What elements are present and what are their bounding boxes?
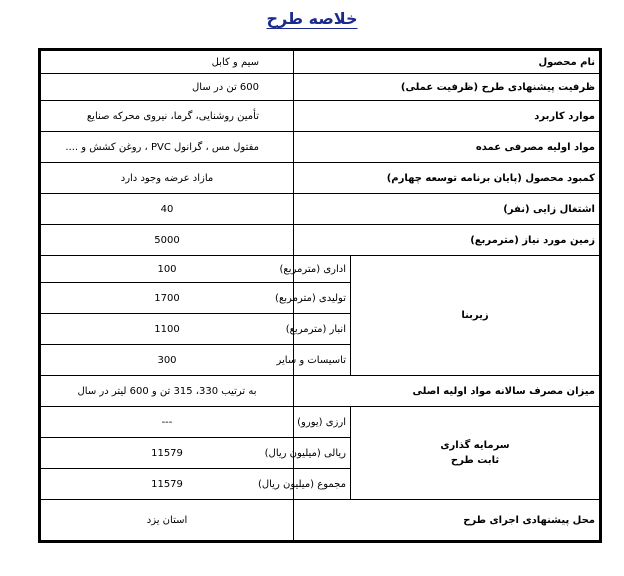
uses-value: تأمین روشنایی، گرما، نیروی محرکه صنایع [40,101,294,132]
employment-label: اشتغال زایی (نفر) [294,194,601,225]
capacity-label: ظرفیت پیشنهادی طرح (ظرفیت عملی) [294,74,601,101]
project-summary-table [38,48,602,543]
investment-currency-label: ارزی (یورو) [294,407,351,438]
table-row [40,500,601,542]
investment-label [351,407,601,500]
land-label: زمین مورد نیاز (مترمربع) [294,225,601,256]
shortage-value: مازاد عرضه وجود دارد [40,163,294,194]
table-row [40,407,601,438]
location-value: استان یزد [40,500,294,542]
infrastructure-facilities-value: 300 [40,345,294,376]
product-name-value: سیم و کابل [40,50,294,74]
infrastructure-office-label: اداری (مترمربع) [294,256,351,283]
investment-label-line1: سرمایه گذاری [440,440,510,451]
raw-materials-value: مفتول مس ، گرانول PVC ، روغن کشش و .... [40,132,294,163]
table-row [40,50,601,74]
investment-label-line2: ثابت طرح [450,455,500,466]
annual-consumption-label: میزان مصرف سالانه مواد اولیه اصلی [294,376,601,407]
annual-consumption-value: به ترتیب 330، 315 تن و 600 لیتر در سال [40,376,294,407]
uses-label: موارد کاربرد [294,101,601,132]
table-row [40,101,601,132]
table-row [40,256,601,283]
capacity-value: 600 تن در سال [40,74,294,101]
table-row [40,74,601,101]
infrastructure-label: زیربنا [351,256,601,376]
land-value: 5000 [40,225,294,256]
infrastructure-warehouse-label: انبار (مترمربع) [294,314,351,345]
infrastructure-production-value: 1700 [40,283,294,314]
investment-rial-label: ریالی (میلیون ریال) [294,438,351,469]
investment-rial-value: 11579 [40,438,294,469]
table-row [40,132,601,163]
page-title [0,9,624,28]
location-label: محل پیشنهادی اجرای طرح [294,500,601,542]
raw-materials-label: مواد اولیه مصرفی عمده [294,132,601,163]
infrastructure-facilities-label: تاسیسات و سایر [294,345,351,376]
product-name-label: نام محصول [294,50,601,74]
table-row [40,225,601,256]
investment-total-value: 11579 [40,469,294,500]
infrastructure-production-label: تولیدی (مترمربع) [294,283,351,314]
shortage-label: کمبود محصول (پایان برنامه توسعه چهارم) [294,163,601,194]
page-title-text: خلاصه طرح [266,9,358,28]
infrastructure-warehouse-value: 1100 [40,314,294,345]
table-row [40,163,601,194]
investment-total-label: مجموع (میلیون ریال) [294,469,351,500]
investment-currency-value: --- [40,407,294,438]
table-row [40,194,601,225]
infrastructure-office-value: 100 [40,256,294,283]
table-row [40,376,601,407]
employment-value: 40 [40,194,294,225]
